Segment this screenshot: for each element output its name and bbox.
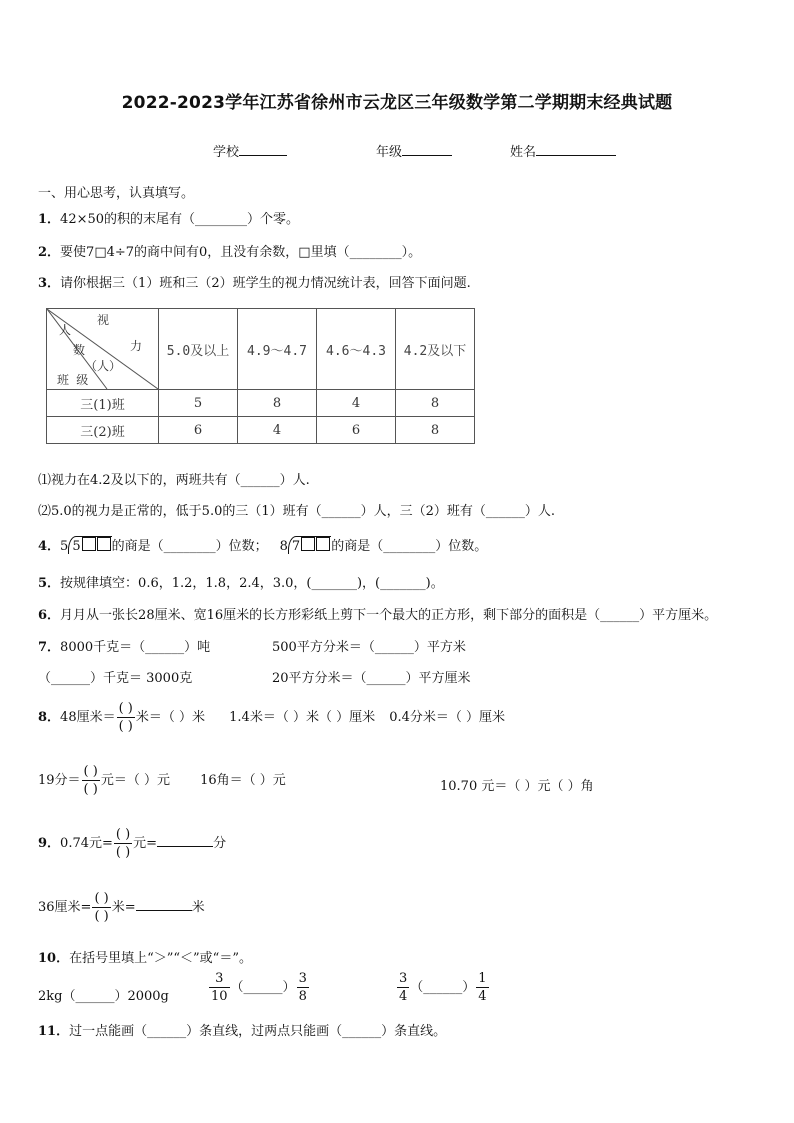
question-7b: 500平方分米＝（______）平方米 bbox=[272, 640, 466, 655]
corner-banji: 班 级 bbox=[57, 373, 89, 387]
question-8-line2-right: 10.70 元＝（ ）元（ ）角 bbox=[440, 779, 594, 794]
row-label: 三(1)班 bbox=[47, 390, 159, 417]
page-title: 2022-2023学年江苏省徐州市云龙区三年级数学第二学期期末经典试题 bbox=[121, 93, 673, 113]
question-8-line2: 19分＝ $\frac{( )}{( )}$ 元＝（ ）元 16角＝（ ）元 bbox=[38, 764, 286, 797]
question-7c: （______）千克＝ 3000克 bbox=[38, 671, 193, 686]
fraction-blank: $\frac{( )}{( )}$ bbox=[83, 764, 98, 797]
grade-field: 年级 bbox=[376, 141, 452, 160]
table-corner-cell bbox=[47, 309, 159, 390]
cell: 6 bbox=[317, 417, 396, 444]
cell: 8 bbox=[396, 417, 475, 444]
fraction: $\frac{3}{4}$ bbox=[399, 971, 408, 1004]
school-field: 学校 bbox=[213, 141, 287, 160]
question-10c: $\frac{3}{4}$ （______） $\frac{1}{4}$ bbox=[399, 971, 487, 1004]
question-6: 6．月月从一张长28厘米、宽16厘米的长方形彩纸上剪下一个最大的正方形，剩下部分的面积是（______）平方厘米。 bbox=[38, 608, 718, 623]
table-row bbox=[47, 390, 475, 417]
table-row bbox=[47, 417, 475, 444]
header-5-0: 5.0及以上 bbox=[159, 309, 238, 390]
cell: 8 bbox=[238, 390, 317, 417]
question-9-line1: 9．0.74元= $\frac{( )}{( )}$ 元= 分 bbox=[38, 827, 227, 860]
question-3: 3．请你根据三（1）班和三（2）班学生的视力情况统计表，回答下面问题. bbox=[38, 276, 471, 291]
question-10a: 2kg（______）2000g bbox=[38, 989, 169, 1004]
question-10: 10．在括号里填上“＞”“＜”或“＝”。 bbox=[38, 951, 252, 966]
header-4-6: 4.6～4.3 bbox=[317, 309, 396, 390]
fraction: $\frac{3}{8}$ bbox=[298, 971, 307, 1004]
corner-shili: 视 bbox=[97, 313, 110, 327]
fraction-blank: $\frac{( )}{( )}$ bbox=[94, 891, 109, 924]
cell: 5 bbox=[159, 390, 238, 417]
name-field: 姓名 bbox=[510, 141, 616, 160]
fraction-blank: $\frac{( )}{( )}$ bbox=[115, 827, 131, 860]
row-label: 三(2)班 bbox=[47, 417, 159, 444]
cell: 4 bbox=[317, 390, 396, 417]
header-4-9: 4.9～4.7 bbox=[238, 309, 317, 390]
cell: 8 bbox=[396, 390, 475, 417]
question-2: 2．要使7□4÷7的商中间有0，且没有余数，□里填（________）。 bbox=[38, 245, 422, 260]
question-3-sub1: ⑴视力在4.2及以下的，两班共有（______）人. bbox=[38, 473, 310, 488]
long-division-2: 7 bbox=[288, 536, 331, 554]
cell: 4 bbox=[238, 417, 317, 444]
question-7a: 7．8000千克＝（______）吨 bbox=[38, 640, 211, 655]
question-11: 11．过一点能画（______）条直线，过两点只能画（______）条直线。 bbox=[38, 1024, 447, 1039]
question-10b: $\frac{3}{10}$ （______） $\frac{3}{8}$ bbox=[211, 971, 307, 1004]
question-8-line1: 8．48厘米＝ $\frac{( )}{( )}$ 米＝（ ）米 1.4米＝（ ）米（ ）厘米 0.4分米＝（ ）厘米 bbox=[38, 701, 506, 734]
fraction-blank: $\frac{( )}{( )}$ bbox=[118, 701, 133, 734]
cell: 6 bbox=[159, 417, 238, 444]
corner-shu: 数 bbox=[73, 343, 86, 357]
header-4-2: 4.2及以下 bbox=[396, 309, 475, 390]
question-5: 5．按规律填空：0.6，1.2，1.8，2.4，3.0，(_______)，(_______)。 bbox=[38, 576, 444, 591]
long-division-1: 5 bbox=[68, 536, 111, 554]
corner-li: 力 bbox=[130, 339, 143, 353]
question-1: 1．42×50的积的末尾有（________）个零。 bbox=[38, 212, 300, 227]
question-9-line2: 36厘米= $\frac{( )}{( )}$ 米= 米 bbox=[38, 891, 205, 924]
question-7d: 20平方分米＝（______）平方厘米 bbox=[272, 671, 471, 686]
vision-stat-table bbox=[46, 308, 475, 444]
section-heading: 一、用心思考，认真填写。 bbox=[38, 186, 195, 201]
corner-unit: （人） bbox=[85, 359, 122, 373]
corner-ren: 人 bbox=[59, 323, 72, 337]
fraction: $\frac{3}{10}$ bbox=[211, 971, 228, 1004]
question-3-sub2: ⑵5.0的视力是正常的，低于5.0的三（1）班有（______）人，三（2）班有（______）人. bbox=[38, 504, 556, 519]
fraction: $\frac{1}{4}$ bbox=[478, 971, 487, 1004]
question-4: 4．5 5 的商是（________）位数； 8 7 的商是（________）位数。 bbox=[38, 535, 487, 554]
